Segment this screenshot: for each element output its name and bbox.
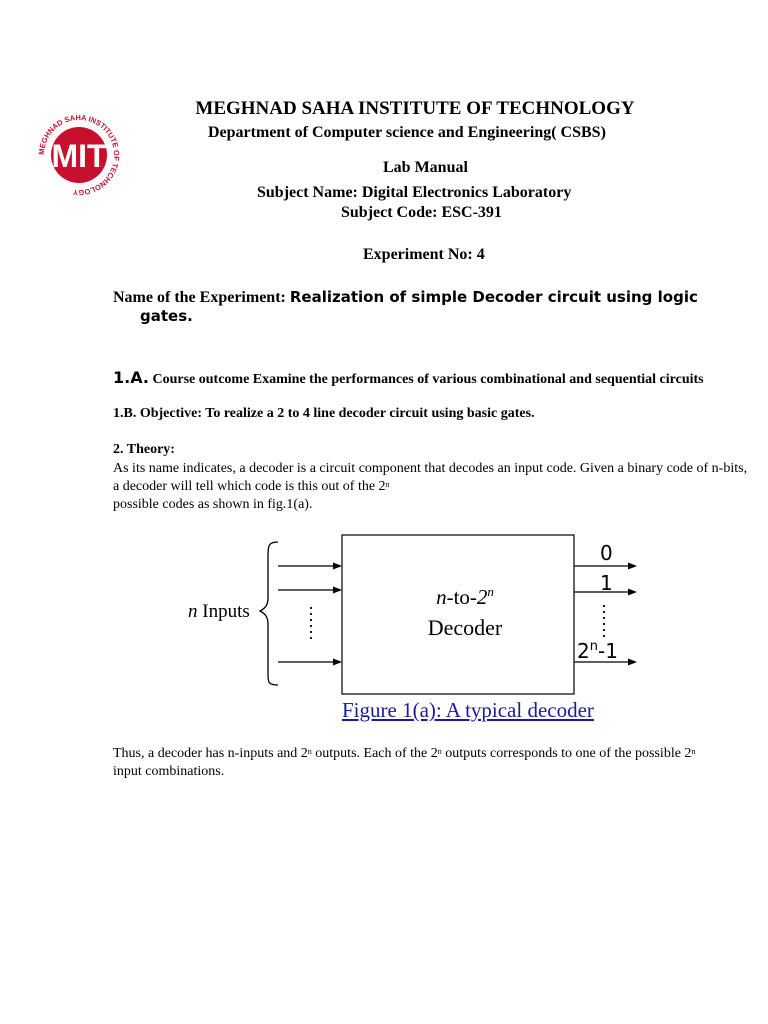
input-dots — [310, 607, 312, 639]
department-line: Department of Computer science and Engineering( CSBS) — [208, 124, 606, 141]
institute-logo — [36, 112, 122, 198]
course-outcome-text: Course outcome Examine the performances of various combinational and sequential circuits — [148, 372, 704, 387]
experiment-name-prefix: Name of the Experiment: — [113, 289, 290, 306]
lab-manual-title: Lab Manual — [383, 159, 468, 176]
theory-paragraph-2: Thus, a decoder has n-inputs and 2$^n$ outputs. Each of the 2$^n$ outputs corresponds to one of the possible 2$^n$ input combinations. — [113, 746, 696, 779]
experiment-name-line1: Realization of simple Decoder circuit using logic — [289, 288, 698, 306]
institute-title: MEGHNAD SAHA INSTITUTE OF TECHNOLOGY — [195, 98, 635, 119]
subject-name: Subject Name: Digital Electronics Laboratory — [257, 184, 572, 201]
logo-letters: MIT — [51, 138, 107, 174]
decoder-box-title: n-to-2$^n$ — [436, 584, 494, 609]
subject-code: Subject Code: ESC-391 — [341, 204, 502, 221]
input-brace — [260, 542, 278, 685]
output-arrowhead-1 — [628, 589, 637, 596]
output-arrowhead-last — [628, 659, 637, 666]
objective: 1.B. Objective: To realize a 2 to 4 line decoder circuit using basic gates. — [113, 406, 535, 421]
input-arrowhead-2 — [333, 587, 342, 594]
decoder-box-label: Decoder — [427, 615, 503, 640]
input-arrowhead-1 — [333, 563, 342, 570]
output-label-last: 2$^n$-1 — [577, 639, 618, 663]
inputs-label: n Inputs — [188, 601, 250, 622]
output-arrowhead-0 — [628, 563, 637, 570]
output-label-1: 1 — [600, 571, 613, 595]
theory-paragraph-1: As its name indicates, a decoder is a circuit component that decodes an input code. Given a binary code of n-bits, a decoder will tell which code is this out of the 2$^n$ possible codes as shown in fig.1(a). — [113, 461, 748, 512]
experiment-name — [113, 288, 743, 326]
theory-heading: 2. Theory: — [113, 442, 175, 457]
output-dots — [603, 605, 605, 637]
figure-caption: Figure 1(a): A typical decoder — [342, 698, 594, 722]
output-label-0: 0 — [600, 541, 613, 565]
experiment-name-line2: gates. — [140, 307, 193, 325]
course-outcome — [113, 368, 704, 388]
logo-ring-text: MEGHNAD SAHA INSTITUTE OF TECHNOLOGY — [36, 112, 122, 198]
input-arrowhead-3 — [333, 659, 342, 666]
course-outcome-number: 1.A. — [113, 368, 149, 387]
experiment-number: Experiment No: 4 — [363, 246, 485, 263]
